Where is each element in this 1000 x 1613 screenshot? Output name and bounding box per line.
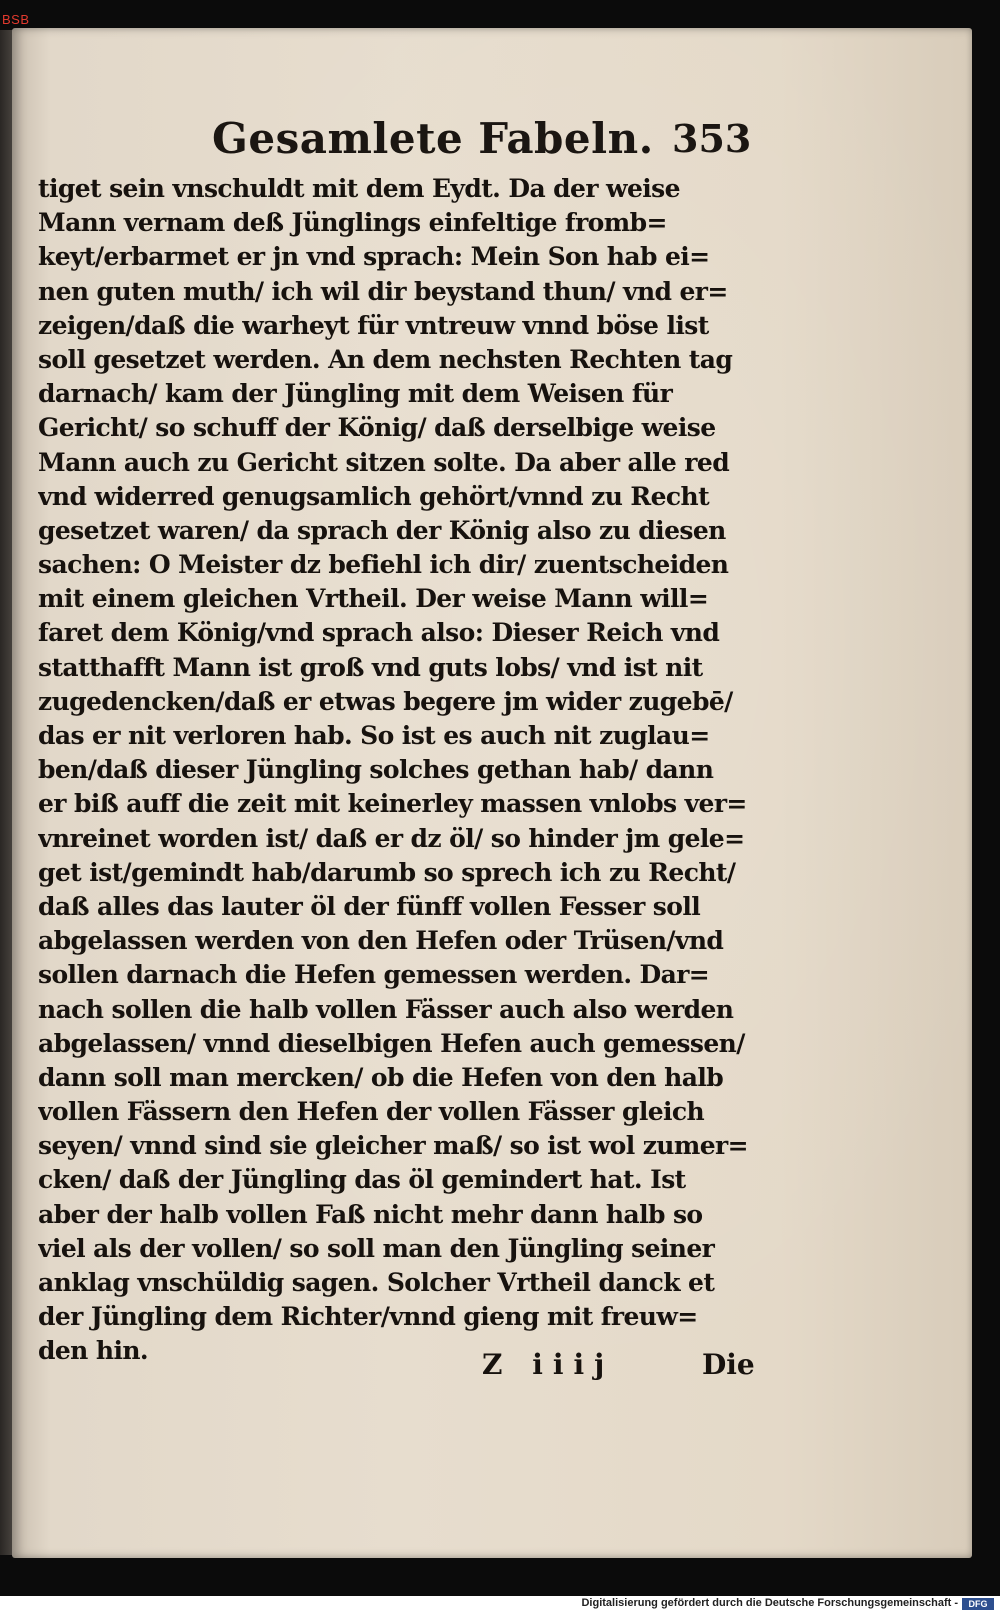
book-page [12,28,972,1558]
text-line: daß alles das lauter öl der fünff vollen Fesser soll [38,891,701,921]
text-line: vnd widerred genugsamlich gehört/vnnd zu Recht [38,481,710,511]
text-line: der Jüngling dem Richter/vnnd gieng mit freuw= [38,1302,698,1332]
text-line: Mann vernam deß Jünglings einfeltige fromb= [38,208,667,238]
text-line: er biß auff die zeit mit keinerley massen vnlobs ver= [38,789,747,819]
text-line: ben/daß dieser Jüngling solches gethan hab/ dann [38,755,714,785]
funding-credit: Digitalisierung gefördert durch die Deutsche Forschungsgemeinschaft - [581,1597,958,1609]
text-line: nen guten muth/ ich wil dir beystand thun/ vnd er= [38,276,728,306]
text-line: faret dem König/vnd sprach also: Dieser Reich vnd [38,618,720,648]
text-line: viel als der vollen/ so soll man den Jüngling seiner [38,1233,715,1263]
body-text [38,172,758,1369]
text-line: aber der halb vollen Faß nicht mehr dann halb so [38,1199,703,1229]
dfg-logo: DFG [962,1598,994,1610]
text-line: cken/ daß der Jüngling das öl gemindert hat. Ist [38,1165,686,1195]
text-line: dann soll man mercken/ ob die Hefen von den halb [38,1062,724,1092]
text-line: vollen Fässern den Hefen der vollen Fässer gleich [38,1097,705,1127]
text-line: Gericht/ so schuff der König/ daß derselbige weise [38,413,716,443]
catchword: Die [702,1348,755,1381]
text-line: zugedencken/daß er etwas begere jm wider zugebē/ [38,686,733,716]
text-line: nach sollen die halb vollen Fässer auch also werden [38,994,734,1024]
text-line: darnach/ kam der Jüngling mit dem Weisen für [38,379,673,409]
catchline [12,1348,972,1388]
text-line: abgelassen werden von den Hefen oder Trüsen/vnd [38,926,724,956]
page-number: 353 [672,116,752,161]
text-line: das er nit verloren hab. So ist es auch nit zuglau= [38,721,710,750]
text-line: zeigen/daß die warheyt für vntreuw vnnd böse list [38,310,709,340]
text-line: sachen: O Meister dz befiehl ich dir/ zuentscheiden [38,550,729,580]
text-line: mit einem gleichen Vrtheil. Der weise Mann will= [38,584,709,614]
footer-bar [0,1596,1000,1613]
text-line: vnreinet worden ist/ daß er dz öl/ so hinder jm gele= [38,823,745,853]
text-line: keyt/erbarmet er jn vnd sprach: Mein Son hab ei= [38,242,710,272]
library-mark: BSB [2,12,30,27]
text-line: seyen/ vnnd sind sie gleicher maß/ so ist wol zumer= [38,1131,748,1161]
text-line: soll gesetzet werden. An dem nechsten Rechten tag [38,344,733,374]
signature-mark: Z iiij [482,1348,615,1381]
text-line: sollen darnach die Hefen gemessen werden. Dar= [38,960,710,990]
text-line: abgelassen/ vnnd dieselbigen Hefen auch gemessen/ [38,1028,745,1058]
text-line: anklag vnschüldig sagen. Solcher Vrtheil danck et [38,1268,715,1297]
running-head: Gesamlete Fabeln. [212,114,654,163]
text-line: den hin. [38,1336,149,1366]
text-line: Mann auch zu Gericht sitzen solte. Da aber alle red [38,447,730,477]
text-line: tiget sein vnschuldt mit dem Eydt. Da der weise [38,174,680,203]
text-line: get ist/gemindt hab/darumb so sprech ich zu Recht/ [38,857,736,887]
text-line: gesetzet waren/ da sprach der König also zu diesen [38,515,726,545]
text-line: statthafft Mann ist groß vnd guts lobs/ vnd ist nit [38,652,703,682]
